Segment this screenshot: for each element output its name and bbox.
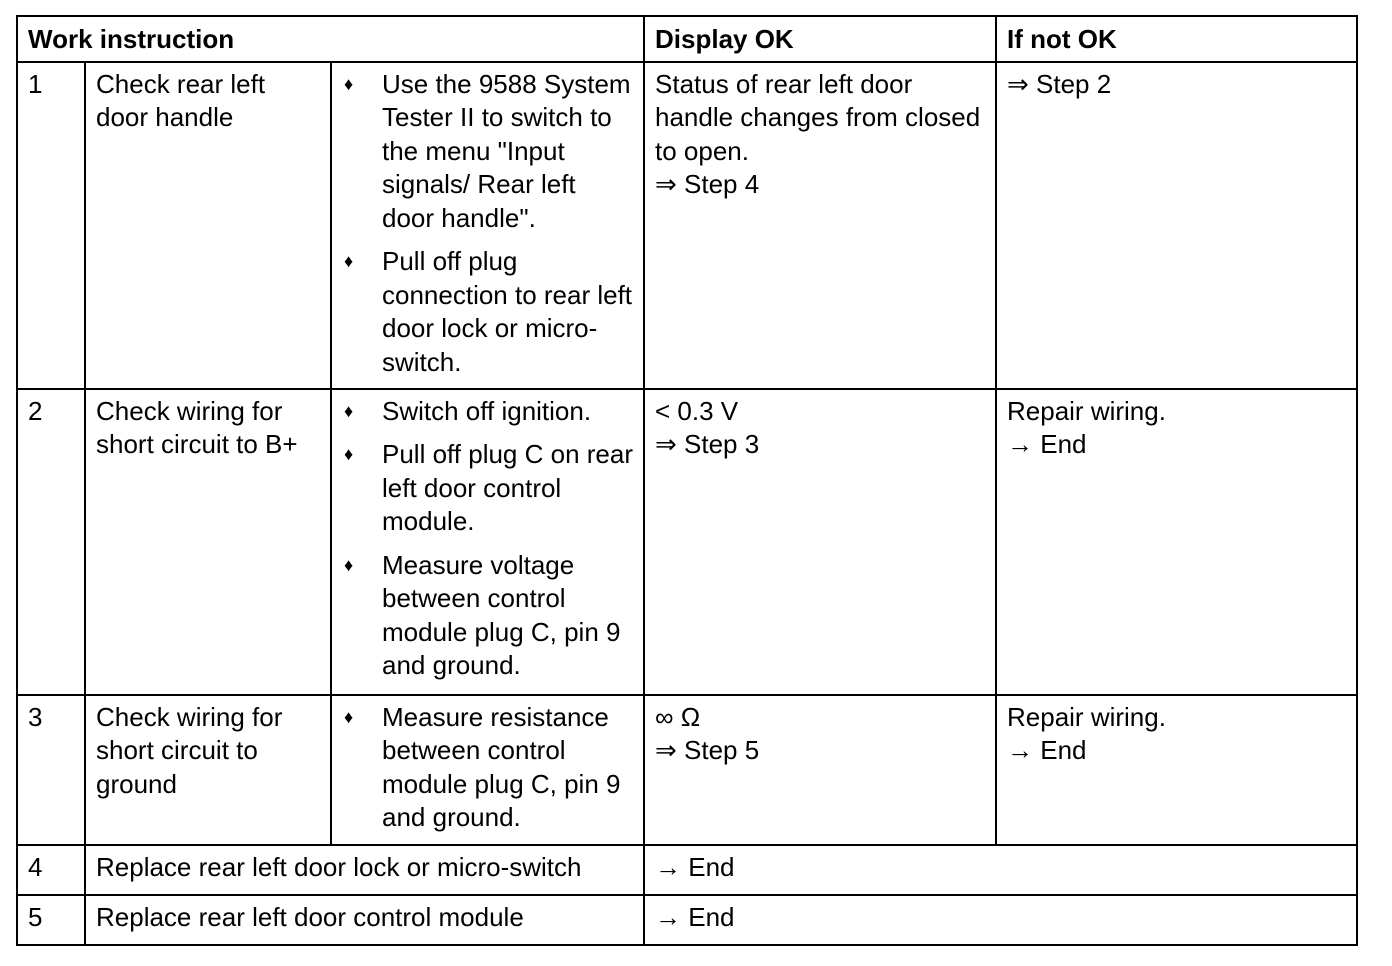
step-row-3 (17, 695, 1357, 845)
action-text: Measure voltage between control module plug C, pin 9 and ground. (382, 549, 621, 680)
display-ok-next: ⇒ Step 4 (655, 169, 760, 199)
header-if-not-ok: If not OK (996, 16, 1357, 62)
step-result: → End (644, 895, 1357, 945)
if-not-ok-text: Repair wiring. (1007, 395, 1166, 426)
step-check: Check rear left door handle (85, 62, 331, 389)
step-row-1 (17, 62, 1357, 389)
step-number: 5 (17, 895, 85, 945)
action-text: Measure resistance between control module plug C, pin 9 and ground. (382, 701, 621, 832)
if-not-ok-next: → End (1007, 735, 1087, 765)
step-actions (331, 62, 644, 389)
diamond-bullet-icon: ♦ (344, 706, 354, 727)
action-item (342, 549, 633, 683)
step-instruction: Replace rear left door lock or micro-switch (85, 845, 644, 895)
step-row-4 (17, 845, 1357, 895)
header-row (17, 16, 1357, 62)
action-text: Pull off plug C on rear left door control module. (382, 439, 633, 536)
if-not-ok-cell (996, 389, 1357, 695)
step-actions (331, 389, 644, 695)
display-ok-cell (644, 695, 996, 845)
display-ok-text: Status of rear left door handle changes from closed to open. (655, 68, 981, 166)
if-not-ok-cell (996, 62, 1357, 389)
header-work-instruction: Work instruction (17, 16, 644, 62)
step-number: 4 (17, 845, 85, 895)
step-check: Check wiring for short circuit to B+ (85, 389, 331, 695)
diamond-bullet-icon: ♦ (344, 251, 354, 271)
step-number: 1 (17, 62, 85, 389)
action-text: Pull off plug connection to rear left door lock or micro-switch. (382, 246, 633, 377)
display-ok-text: ∞ Ω (655, 701, 701, 732)
step-check: Check wiring for short circuit to ground (85, 695, 331, 845)
action-text: Use the 9588 System Tester II to switch to the menu "Input signals/ Rear left door handle". (382, 68, 631, 233)
diamond-bullet-icon: ♦ (344, 444, 354, 464)
if-not-ok-next: → End (1007, 429, 1087, 459)
display-ok-text: < 0.3 V (655, 395, 739, 426)
if-not-ok-next: ⇒ Step 2 (1007, 68, 1112, 99)
step-actions (331, 695, 644, 845)
step-row-2 (17, 389, 1357, 695)
header-display-ok: Display OK (644, 16, 996, 62)
action-item (342, 438, 633, 539)
action-text: Switch off ignition. (382, 395, 592, 426)
step-result: → End (644, 845, 1357, 895)
diamond-bullet-icon: ♦ (344, 73, 354, 94)
if-not-ok-text: Repair wiring. (1007, 701, 1166, 732)
display-ok-next: ⇒ Step 5 (655, 735, 760, 765)
action-item (342, 245, 633, 379)
display-ok-next: ⇒ Step 3 (655, 429, 760, 459)
action-item (342, 395, 633, 429)
diamond-bullet-icon: ♦ (344, 400, 354, 421)
diamond-bullet-icon: ♦ (344, 554, 354, 575)
step-number: 3 (17, 695, 85, 845)
step-row-5 (17, 895, 1357, 945)
display-ok-cell (644, 62, 996, 389)
work-instruction-table (16, 15, 1358, 946)
if-not-ok-cell (996, 695, 1357, 845)
action-item (342, 701, 633, 835)
action-item (342, 68, 633, 236)
step-instruction: Replace rear left door control module (85, 895, 644, 945)
display-ok-cell (644, 389, 996, 695)
step-number: 2 (17, 389, 85, 695)
